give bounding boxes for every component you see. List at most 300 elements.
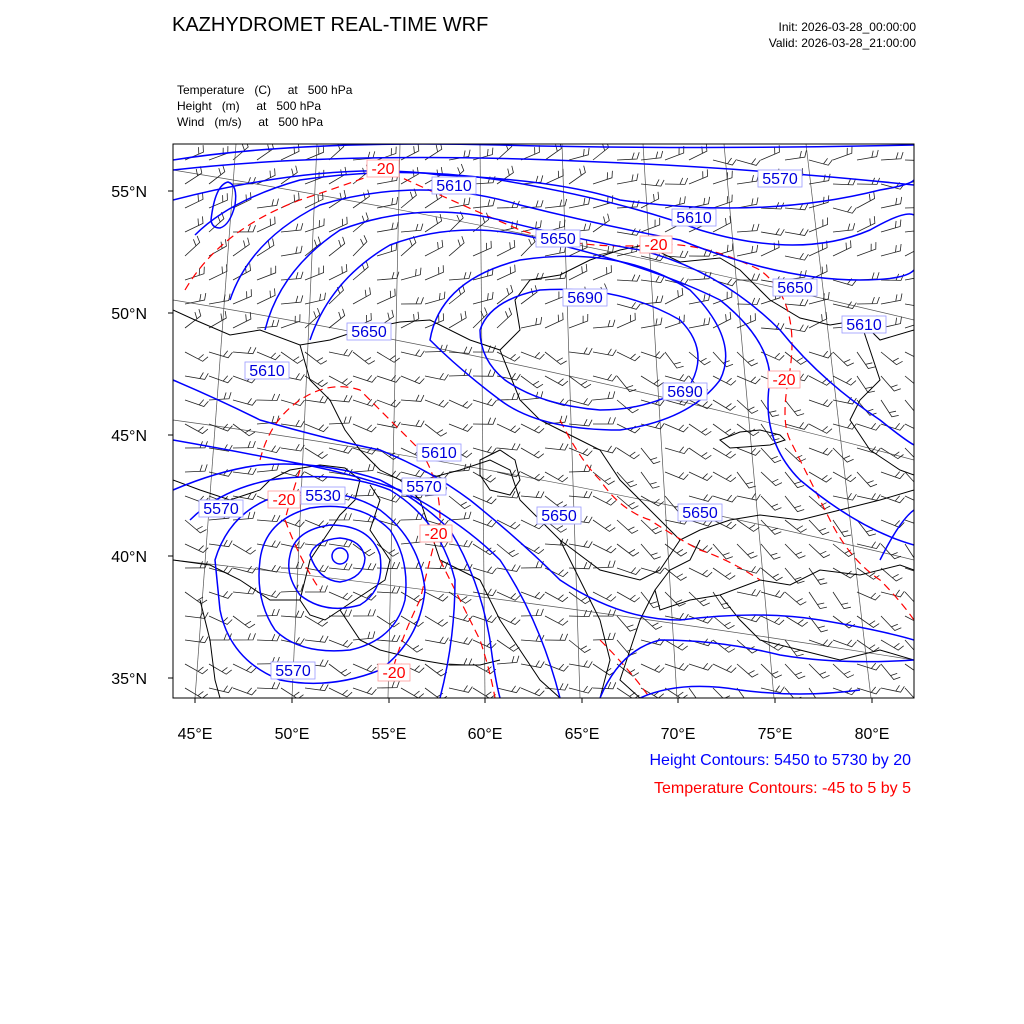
wind-barb: [881, 664, 900, 680]
wind-barb: [641, 376, 664, 387]
wind-barb: [857, 272, 879, 280]
wind-barb: [521, 592, 544, 599]
wind-barb: [569, 448, 592, 456]
wind-barb: [785, 664, 805, 679]
wind-barb: [569, 661, 592, 668]
wind-barb: [737, 224, 759, 232]
wind-barb: [497, 686, 520, 693]
wind-barb: [329, 237, 345, 256]
wind-barb: [329, 217, 347, 232]
wind-barb: [569, 686, 593, 693]
wind-barb: [785, 229, 808, 236]
wind-barb: [905, 592, 925, 607]
wind-barb: [449, 512, 471, 520]
wind-barb: [209, 376, 232, 383]
wind-barb: [353, 609, 376, 616]
wind-barb: [737, 159, 761, 166]
wind-barb: [353, 424, 376, 432]
wind-barb: [209, 392, 231, 400]
wind-barb: [305, 352, 327, 364]
valid-time: Valid: 2026-03-28_21:00:00: [768, 36, 916, 50]
wind-barb: [905, 223, 927, 232]
lat-label-35: 35°N: [111, 671, 147, 688]
lon-label-80: 80°E: [854, 726, 890, 743]
wind-barb: [233, 544, 256, 554]
wind-barb: [329, 395, 352, 402]
wind-barb: [521, 317, 542, 328]
wind-barb: [713, 616, 735, 629]
wind-barb: [329, 688, 352, 697]
wind-barb: [785, 422, 809, 429]
height-label: 5570: [203, 501, 239, 518]
wind-barb: [737, 589, 760, 596]
wind-barb: [689, 495, 713, 502]
wind-barb: [497, 285, 513, 304]
height-label: 5570: [762, 171, 798, 188]
wind-barb: [665, 568, 687, 580]
wind-barb: [401, 535, 423, 544]
wind-barb: [737, 544, 757, 558]
wind-barb: [425, 616, 448, 626]
wind-barb: [233, 225, 256, 232]
lon-label-55: 55°E: [371, 726, 407, 743]
wind-barb: [617, 688, 639, 699]
wind-barb: [785, 544, 805, 558]
wind-barb: [569, 541, 592, 548]
wind-barb: [305, 586, 328, 593]
temperature-label: -20: [371, 161, 395, 178]
wind-barb: [209, 193, 227, 208]
wind-barb: [569, 491, 592, 498]
wind-barb: [881, 496, 904, 503]
wind-barb: [521, 273, 543, 280]
wind-barb: [497, 565, 520, 572]
height-label: 5610: [421, 445, 457, 462]
height-label: 5610: [249, 363, 285, 380]
wind-barb: [569, 419, 592, 426]
wind-barb: [401, 420, 424, 427]
wind-barb: [737, 245, 758, 256]
wind-barb: [305, 219, 324, 233]
temperature-label: -20: [644, 237, 668, 254]
wind-barb: [857, 297, 879, 304]
wind-barb: [497, 393, 519, 400]
wind-barb: [473, 520, 496, 527]
height-label: 5690: [667, 384, 703, 401]
wind-barb: [665, 447, 689, 454]
wind-barb: [233, 238, 249, 256]
wind-barb: [281, 246, 302, 256]
wind-barb: [377, 289, 395, 304]
wind-barb: [833, 664, 854, 678]
wind-barb: [497, 640, 519, 651]
height-label: 5650: [540, 231, 576, 248]
wind-barb: [473, 446, 497, 453]
wind-barb: [569, 376, 591, 388]
wind-barb: [185, 636, 208, 643]
wind-barb: [401, 470, 425, 477]
wind-barb: [857, 640, 879, 651]
wind-barb: [833, 376, 856, 385]
height-label: 5610: [676, 210, 712, 227]
wind-barb: [569, 610, 592, 617]
wind-barb: [689, 448, 711, 459]
wind-barb: [713, 568, 735, 579]
wind-barb: [353, 375, 376, 382]
wind-barb: [401, 688, 424, 698]
wind-barb: [425, 664, 447, 676]
variable-wind: Wind (m/s) at 500 hPa: [177, 115, 324, 129]
wind-barb: [545, 199, 567, 208]
wind-barb: [713, 688, 734, 702]
wind-barb: [593, 349, 616, 356]
wind-barb: [713, 424, 735, 436]
wind-barb: [617, 352, 640, 361]
wind-barb: [665, 352, 684, 368]
wind-barb: [473, 496, 496, 504]
wind-barb: [305, 293, 326, 304]
wind-barb: [593, 446, 616, 453]
wind-barb: [401, 350, 424, 357]
wind-barb: [809, 688, 827, 705]
wind-barb: [569, 348, 592, 355]
wind-barb: [353, 190, 369, 208]
wind-barb: [857, 376, 875, 393]
height-contour-legend: Height Contours: 5450 to 5730 by 20: [649, 752, 911, 769]
wind-barb: [569, 592, 591, 604]
wind-barb: [497, 308, 512, 328]
wind-barb: [473, 199, 495, 208]
wind-barb: [785, 592, 806, 605]
wind-barb: [281, 399, 305, 406]
wind-barb: [377, 222, 398, 232]
wind-barb: [425, 592, 448, 601]
wind-barb: [809, 472, 832, 482]
wind-barb: [329, 140, 344, 160]
wind-barb: [233, 289, 251, 304]
wind-barb: [353, 399, 376, 406]
wind-barb: [449, 311, 466, 328]
wind-barb: [641, 448, 660, 464]
wind-barb: [497, 592, 520, 600]
wind-barb: [881, 197, 902, 208]
temperature-contour-legend: Temperature Contours: -45 to 5 by 5: [653, 780, 911, 797]
wind-barb: [473, 399, 497, 406]
wind-barb: [737, 352, 758, 366]
wind-barb: [881, 590, 904, 597]
wind-barb: [785, 496, 804, 512]
lat-label-40: 40°N: [111, 549, 147, 566]
wind-barb: [281, 420, 304, 427]
wind-barb: [617, 152, 639, 160]
lon-label-75: 75°E: [757, 726, 793, 743]
wind-barb: [377, 400, 400, 407]
wind-barb: [545, 169, 563, 184]
wind-barb: [641, 567, 665, 574]
wind-barb: [521, 235, 535, 256]
wind-barb: [521, 376, 543, 388]
wind-barb: [689, 144, 707, 160]
wind-barb: [833, 422, 857, 429]
wind-barb: [281, 470, 305, 477]
wind-barb: [209, 664, 232, 674]
wind-barb: [521, 491, 544, 498]
wind-barb: [785, 400, 804, 416]
wind-barb: [401, 268, 421, 280]
wind-barb: [833, 146, 852, 160]
wind-barb: [641, 318, 662, 328]
wind-barb: [665, 424, 688, 432]
wind-barb: [497, 470, 520, 477]
variable-height: Height (m) at 500 hPa: [177, 99, 322, 113]
wind-barb: [545, 592, 568, 602]
wind-barb: [329, 376, 352, 386]
wind-barb: [257, 634, 280, 641]
lon-label-70: 70°E: [660, 726, 696, 743]
wind-barb: [521, 661, 544, 668]
wind-barb: [617, 544, 639, 556]
wind-barb: [329, 592, 352, 600]
wind-barb: [281, 295, 303, 304]
wind-barb: [905, 400, 924, 415]
wind-barb: [881, 400, 899, 417]
wind-barb: [713, 448, 736, 458]
wind-barb: [497, 443, 520, 450]
wind-barb: [377, 272, 399, 280]
wind-barb: [449, 658, 472, 665]
wind-barb: [521, 561, 543, 568]
wind-barb: [809, 448, 832, 455]
wind-barb: [521, 424, 544, 433]
wind-barb: [377, 375, 400, 382]
wind-barb: [473, 308, 487, 329]
wind-barb: [857, 423, 880, 430]
wind-barb: [185, 464, 207, 472]
wind-barb: [809, 400, 832, 407]
wind-barb: [905, 300, 928, 307]
wind-barb: [329, 264, 347, 280]
wind-barb: [809, 544, 830, 558]
wind-barb: [593, 496, 616, 505]
wind-barb: [329, 446, 353, 453]
wind-barb: [737, 376, 760, 384]
wind-barb: [545, 313, 563, 328]
wind-barb: [905, 154, 928, 161]
wind-barb: [185, 688, 208, 698]
wind-barb: [425, 424, 447, 436]
wind-barb: [329, 640, 352, 647]
wind-barb: [329, 284, 344, 304]
wind-barb: [329, 349, 352, 356]
wind-barb: [593, 472, 615, 485]
lat-label-45: 45°N: [111, 428, 147, 445]
wind-barb: [233, 398, 257, 405]
wind-barb: [665, 592, 686, 606]
wind-barb: [185, 267, 204, 280]
wind-barb: [185, 520, 207, 533]
map-title: KAZHYDROMET REAL-TIME WRF: [172, 14, 489, 36]
lon-label-45: 45°E: [177, 726, 213, 743]
temperature-label: -20: [382, 665, 406, 682]
wind-barb: [473, 418, 496, 425]
height-contours: [173, 144, 914, 698]
wind-barb: [713, 312, 731, 328]
wind-barb: [425, 400, 448, 407]
wind-barb: [377, 495, 400, 502]
wind-barb: [545, 496, 567, 508]
lat-label-50: 50°N: [111, 306, 147, 323]
wind-barb: [233, 347, 256, 354]
wind-barb: [665, 288, 683, 304]
wind-barb: [881, 352, 903, 365]
wind-barb: [617, 174, 638, 184]
wind-barb: [617, 376, 636, 392]
wind-barb: [905, 352, 928, 361]
wind-barb: [785, 325, 808, 332]
wind-barb: [905, 424, 928, 433]
wind-barb: [473, 472, 496, 482]
wind-barb: [761, 228, 784, 235]
wind-barb: [857, 616, 879, 628]
wind-barb: [521, 145, 539, 160]
wind-barb: [497, 544, 519, 557]
wind-barb: [593, 374, 617, 381]
wind-barb: [737, 298, 760, 305]
wind-barb: [809, 351, 833, 358]
wind-barb: [809, 664, 830, 678]
wind-barb: [209, 239, 226, 256]
wind-barb: [737, 448, 760, 455]
wind-barb: [425, 373, 448, 380]
wind-barb: [617, 568, 640, 575]
wind-barb: [305, 448, 328, 459]
wind-barb: [209, 294, 230, 304]
wind-barb: [545, 539, 568, 546]
wind-barb: [617, 275, 640, 282]
wind-barb: [689, 688, 707, 704]
wind-barb: [905, 376, 927, 389]
wind-barb: [737, 174, 758, 184]
wind-barb: [617, 302, 641, 309]
wind-barb: [641, 352, 664, 359]
wind-barb: [905, 664, 927, 675]
wind-barb: [377, 635, 400, 642]
wind-barb: [905, 472, 925, 487]
lon-label-60: 60°E: [467, 726, 503, 743]
wind-barb: [593, 544, 616, 553]
wind-barb: [713, 400, 736, 410]
wind-barb: [641, 664, 664, 672]
wind-barb: [857, 216, 875, 232]
wind-barb: [233, 616, 255, 628]
wind-barb: [185, 352, 208, 361]
wind-barb: [209, 264, 227, 280]
wind-barb: [185, 544, 208, 553]
wind-barb: [257, 142, 274, 160]
wind-barb: [833, 520, 851, 537]
wind-barb: [209, 686, 232, 693]
wind-barb: [209, 616, 232, 624]
wind-barb: [617, 616, 637, 631]
wind-barb: [641, 218, 660, 232]
wind-barb: [737, 664, 758, 677]
wind-barb: [689, 317, 710, 328]
height-label: 5610: [436, 178, 472, 195]
wind-barb: [833, 302, 856, 309]
wind-barb: [593, 320, 615, 328]
wind-barb: [809, 520, 829, 535]
wind-barb: [257, 394, 280, 401]
wind-barb: [257, 239, 274, 257]
wind-barb: [833, 592, 851, 609]
wind-barb: [881, 472, 904, 479]
wind-barb: [857, 592, 880, 600]
wind-barb: [785, 352, 807, 364]
wind-barb: [449, 236, 464, 256]
wind-barb: [521, 688, 544, 696]
wind-barb: [329, 309, 345, 328]
wind-barb: [377, 243, 397, 256]
wind-barb: [305, 266, 324, 280]
wind-barb: [881, 152, 903, 160]
wind-barb: [545, 616, 568, 625]
wind-barb: [569, 148, 589, 160]
wind-barb: [497, 352, 520, 361]
wind-barb: [569, 197, 590, 208]
temperature-label: -20: [272, 492, 296, 509]
wind-barb: [281, 611, 304, 618]
wind-barb: [185, 592, 207, 604]
wind-barb: [689, 663, 713, 670]
wind-barb: [833, 223, 855, 232]
wind-barb: [257, 266, 276, 280]
wind-barb: [785, 299, 808, 306]
wind-barb: [185, 400, 208, 407]
height-label: 5650: [777, 280, 813, 297]
wind-barb: [689, 424, 711, 435]
wind-barb: [857, 663, 881, 670]
wind-barb: [857, 493, 880, 500]
wind-barb: [665, 374, 689, 381]
wind-barb: [617, 520, 638, 533]
wind-barb: [665, 640, 688, 650]
wind-barb: [545, 290, 564, 304]
wind-barb: [593, 265, 611, 280]
wind-barb: [377, 352, 400, 362]
wind-barb: [665, 472, 688, 480]
wind-barb: [209, 165, 225, 184]
wind-barb: [257, 541, 280, 548]
wind-barb: [569, 398, 593, 405]
wind-barb: [233, 688, 256, 695]
wind-barb: [449, 686, 472, 693]
wind-barb: [425, 214, 442, 232]
wind-barb: [809, 592, 827, 609]
wind-barb: [833, 240, 851, 256]
wind-barb: [545, 664, 568, 671]
wind-barb: [905, 172, 925, 184]
wind-barb: [857, 472, 877, 487]
wind-barb: [785, 253, 808, 260]
wind-barb: [449, 424, 472, 431]
lat-label-55: 55°N: [111, 184, 147, 201]
wind-barb: [641, 179, 664, 186]
wind-barb: [641, 254, 664, 261]
wind-barb: [449, 347, 472, 354]
wind-barb: [881, 244, 901, 256]
wind-barb: [881, 640, 904, 650]
wind-barb: [857, 687, 881, 694]
